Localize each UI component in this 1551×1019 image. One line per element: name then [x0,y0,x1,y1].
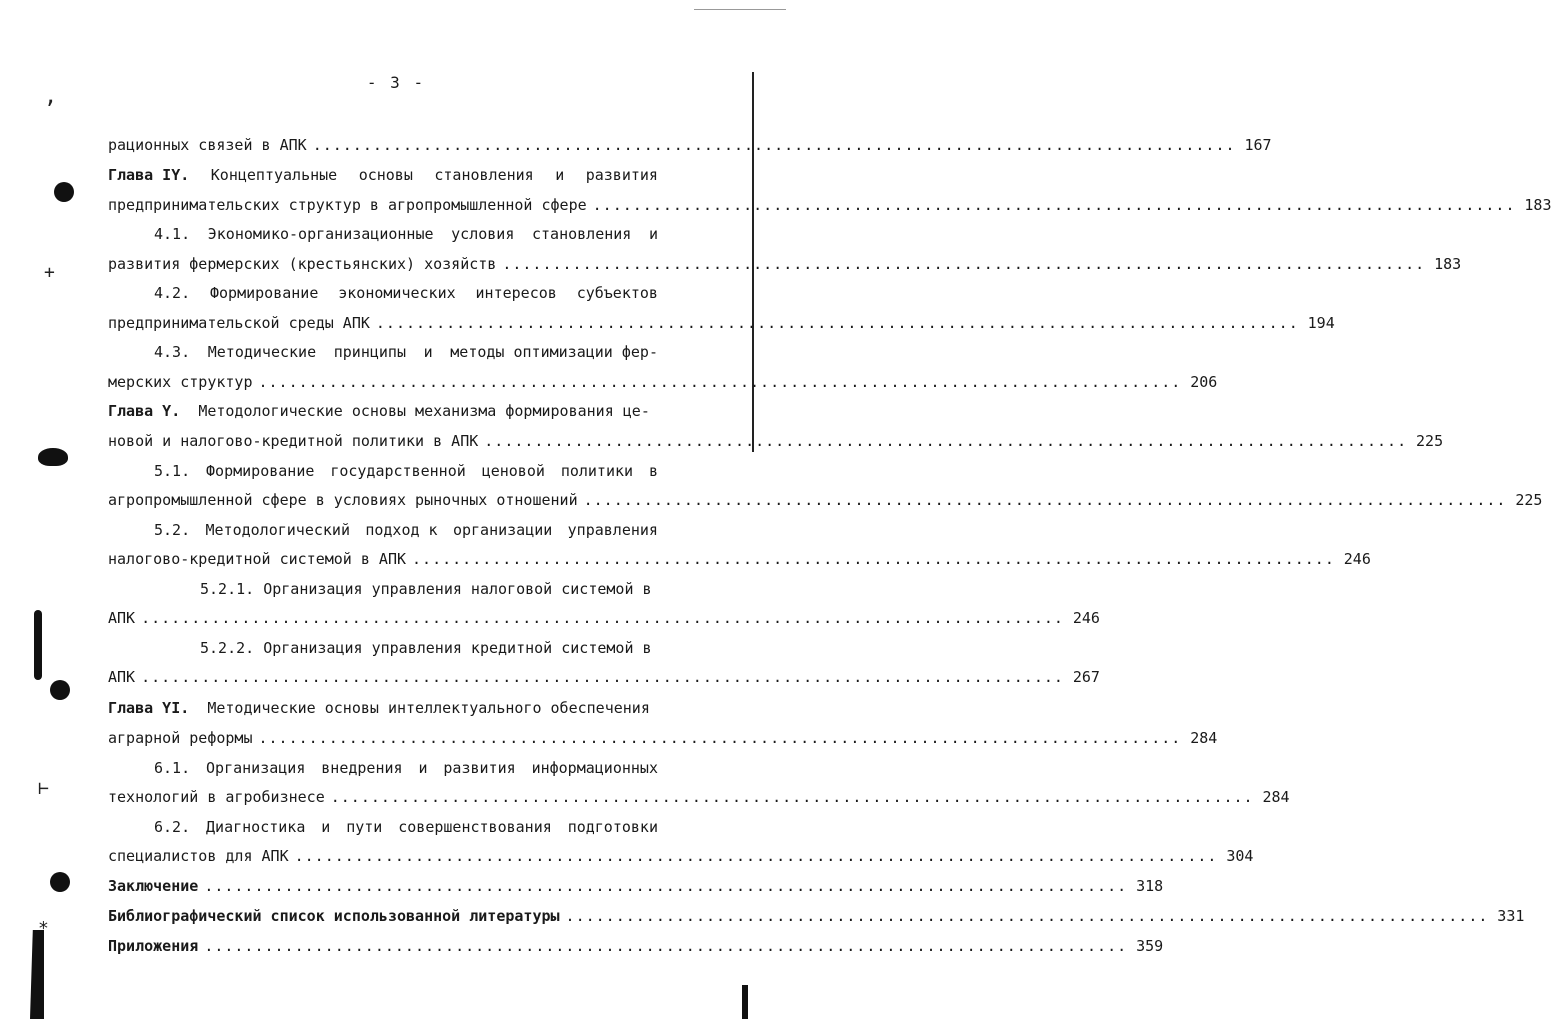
toc-page-number: 183 [1524,196,1551,214]
toc-section-heading: 5.2. Методологический подход к организации управления [154,521,658,539]
toc-page-number: 183 [1434,255,1462,273]
toc-entry: развития фермерских (крестьянских) хозяйств ............................................................................................ 183 [108,252,704,276]
toc-section-heading: 6.1. Организация внедрения и развития информационных [154,759,658,777]
scan-smudge-4: * [38,918,49,939]
toc-page-number: 246 [1343,550,1371,568]
scan-smudge-3: ⊢ [38,778,49,799]
punch-hole-3 [50,872,70,892]
toc-page-number: 246 [1072,609,1100,627]
page-number: - 3 - [366,73,426,92]
toc-page-number: 225 [1515,491,1543,509]
toc-page-number: 225 [1416,432,1444,450]
toc-entry: АПК ............................................................................................ 246 [108,606,704,630]
toc-page-number: 304 [1226,847,1254,865]
toc-entry: АПК ............................................................................................ 267 [108,665,704,689]
toc-entry: налогово-кредитной системой в АПК ............................................................................................ 246 [108,547,704,571]
toc-section-heading: 4.1. Экономико-организационные условия становления и [154,225,658,243]
scan-smudge-2: + [44,262,55,283]
scan-streak [34,610,42,680]
scan-right-edge-bottom [742,985,748,1019]
toc-page-number: 194 [1307,314,1335,332]
toc-entry-bibliography: Библиографический список использованной литературы ............................................................................................ 331 [108,904,704,928]
toc-entry: мерских структур ............................................................................................ 206 [108,370,704,394]
toc-entry: технологий в агробизнесе ............................................................................................ 284 [108,785,704,809]
toc-page-number: 284 [1262,788,1290,806]
toc-entry-appendices: Приложения ............................................................................................ 359 [108,934,704,958]
toc-subsection-heading: 5.2.2. Организация управления кредитной системой в [200,639,652,657]
toc-page-number: 206 [1190,373,1218,391]
toc-entry: агропромышленной сфере в условиях рыночных отношений ............................................................................................ 225 [108,488,704,512]
scan-smudge-1: ‚ [44,84,58,109]
toc-chapter-heading: Глава Y. Методологические основы механизма формирования це- [108,402,650,420]
toc-chapter-heading: Глава IY. Концептуальные основы становления и развития [108,166,658,184]
toc-section-heading: 5.1. Формирование государственной ценовой политики в [154,462,658,480]
punch-hole-1 [54,182,74,202]
toc-section-heading: 4.2. Формирование экономических интересов субъектов [154,284,658,302]
toc-entry: аграрной реформы ............................................................................................ 284 [108,726,704,750]
toc-page-number: 318 [1136,877,1164,895]
toc-page-number: 359 [1136,937,1164,955]
toc-page-number: 267 [1072,668,1100,686]
toc-page-number: 331 [1497,907,1525,925]
toc-entry: предпринимательских структур в агропромышленной сфере ............................................................................................ 183 [108,193,704,217]
scan-top-rule [694,9,786,10]
punch-hole-2 [50,680,70,700]
toc-entry: рационных связей в АПК ............................................................................................ 167 [108,133,704,157]
toc-subsection-heading: 5.2.1. Организация управления налоговой системой в [200,580,652,598]
toc-entry: новой и налогово-кредитной политики в АПК ............................................................................................ 225 [108,429,704,453]
toc-page-number: 167 [1244,136,1272,154]
toc-section-heading: 4.3. Методические принципы и методы оптимизации фер- [154,343,658,361]
toc-entry: специалистов для АПК ............................................................................................ 304 [108,844,704,868]
toc-entry-conclusion: Заключение ............................................................................................ 318 [108,874,704,898]
scan-blot [38,448,68,466]
toc-entry: предпринимательской среды АПК ............................................................................................ 194 [108,311,704,335]
scan-left-edge-bottom [30,930,44,1019]
toc-chapter-heading: Глава YI. Методические основы интеллектуального обеспечения [108,699,650,717]
toc-page-number: 284 [1190,729,1218,747]
toc-section-heading: 6.2. Диагностика и пути совершенствования подготовки [154,818,658,836]
